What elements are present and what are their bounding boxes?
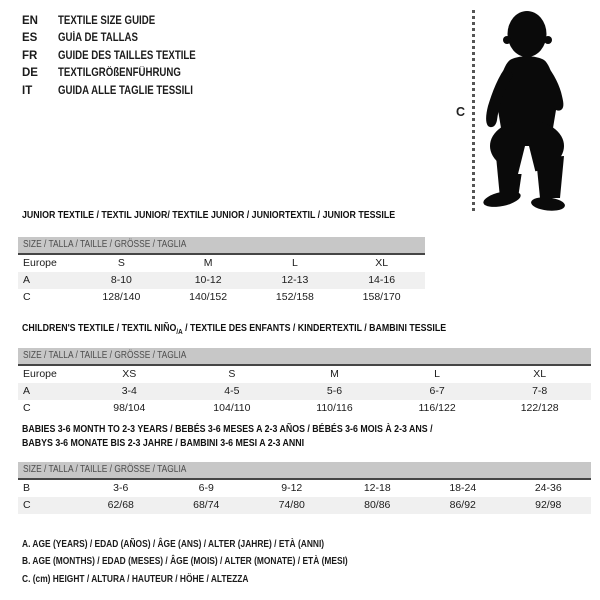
table-row-c	[18, 289, 425, 306]
table-row-a	[18, 383, 591, 400]
size-header-bar: SIZE / TALLA / TAILLE / GRÖSSE / TAGLIA	[18, 237, 425, 253]
value-cell: 24-36	[534, 482, 562, 494]
col-header-cell: L	[291, 257, 298, 269]
table-row-c	[18, 400, 591, 417]
lang-row-es	[22, 30, 222, 47]
lang-row-de	[22, 65, 222, 82]
babies-size-table	[18, 462, 591, 514]
value-cell: 10-12	[194, 274, 222, 286]
row-label-cell: C	[23, 499, 31, 511]
value-cell: 12-13	[281, 274, 309, 286]
lang-label: TEXTILGRÖßENFÜHRUNG	[58, 67, 181, 80]
value-cell: 7-8	[532, 385, 548, 397]
value-cell: 62/68	[107, 499, 134, 511]
col-header-cell: M	[203, 257, 213, 269]
lang-label: GUÍA DE TALLAS	[58, 32, 138, 45]
column-header-row	[18, 255, 425, 272]
language-title-block	[22, 13, 222, 100]
value-cell: 110/116	[316, 402, 353, 414]
lang-code: ES	[22, 32, 38, 45]
lang-label: TEXTILE SIZE GUIDE	[58, 15, 156, 27]
lang-row-it	[22, 83, 222, 100]
value-cell: 86/92	[449, 499, 476, 511]
lang-code: EN	[22, 15, 38, 27]
height-dotted-line	[472, 10, 475, 211]
value-cell: 158/170	[362, 291, 401, 303]
row-label-cell: B	[23, 482, 31, 494]
lang-label: GUIDE DES TAILLES TEXTILE	[58, 49, 196, 62]
column-header-row	[18, 366, 591, 383]
table-row-a	[18, 272, 425, 289]
row-label-cell: Europe	[23, 368, 57, 380]
value-cell: 140/152	[189, 291, 228, 303]
table-row-b	[18, 480, 591, 497]
value-cell: 122/128	[520, 402, 559, 414]
value-cell: 14-16	[368, 274, 396, 286]
children-size-table	[18, 348, 591, 417]
title-subscript: /A	[176, 327, 183, 337]
value-cell: 116/122	[418, 402, 456, 414]
value-cell: 80/86	[364, 499, 391, 511]
value-cell: 5-6	[326, 385, 343, 397]
value-cell: 9-12	[281, 482, 303, 494]
value-cell: 18-24	[449, 482, 477, 494]
value-cell: 3-4	[121, 385, 137, 397]
row-label-cell: A	[23, 274, 31, 286]
value-cell: 6-9	[198, 482, 214, 494]
babies-table-title: BABIES 3-6 MONTH TO 2-3 YEARS / BEBÉS 3-6 MESES A 2-3 AÑOS / BÉBÉS 3-6 MOIS À 2-3 ANS / BABYS 3-6 MONATE BIS 2-3 JAHRE / BAMBINI 3-6 MESI A 2-3 ANNI	[22, 423, 433, 449]
legend-line-c: C. (cm) HEIGHT / ALTURA / HAUTEUR / HÖHE / ALTEZZA	[22, 572, 249, 585]
value-cell: 74/80	[278, 499, 305, 511]
junior-size-table	[18, 237, 425, 306]
height-marker-label: C	[456, 105, 466, 119]
col-header-cell: XS	[122, 368, 137, 380]
junior-table-title: JUNIOR TEXTILE / TEXTIL JUNIOR/ TEXTILE JUNIOR / JUNIORTEXTIL / JUNIOR TESSILE	[22, 209, 396, 221]
legend-line-b: B. AGE (MONTHS) / EDAD (MESES) / ÂGE (MOIS) / ALTER (MONATE) / ETÀ (MESI)	[22, 555, 348, 568]
value-cell: 3-6	[113, 482, 129, 494]
row-label-cell: A	[23, 385, 31, 397]
value-cell: 98/104	[113, 402, 146, 414]
lang-code: FR	[22, 49, 38, 62]
col-header-cell: M	[330, 368, 339, 380]
lang-row-en	[22, 13, 222, 30]
legend-line-a: A. AGE (YEARS) / EDAD (AÑOS) / ÂGE (ANS) / ALTER (JAHRE) / ETÀ (ANNI)	[22, 538, 325, 550]
value-cell: 104/110	[213, 402, 251, 414]
value-cell: 4-5	[224, 385, 240, 397]
col-header-cell: S	[228, 368, 236, 380]
children-table-title: CHILDREN'S TEXTILE / TEXTIL $NIÑO_{/A}$ / TEXTILE DES ENFANTS / KINDERTEXTIL / BAMBINI TESSILE	[22, 322, 447, 337]
size-header-bar: SIZE / TALLA / TAILLE / GRÖSSE / TAGLIA	[18, 348, 591, 364]
lang-row-fr	[22, 48, 222, 65]
size-header-bar: SIZE / TALLA / TAILLE / GRÖSSE / TAGLIA	[18, 462, 591, 478]
table-row-c	[18, 497, 591, 514]
baby-silhouette-image	[480, 8, 572, 212]
value-cell: 12-18	[363, 482, 391, 494]
value-cell: 68/74	[193, 499, 220, 511]
col-header-cell: XL	[533, 368, 547, 380]
lang-code: IT	[22, 84, 33, 97]
lang-label: GUIDA ALLE TAGLIE TESSILI	[58, 84, 193, 97]
value-cell: 6-7	[429, 385, 445, 397]
value-cell: 128/140	[102, 291, 141, 303]
value-cell: 8-10	[110, 274, 132, 286]
legend-block	[22, 536, 429, 588]
row-label-cell: C	[23, 291, 31, 303]
col-header-cell: S	[117, 257, 125, 269]
row-label-cell: C	[23, 402, 31, 414]
value-cell: 92/98	[535, 499, 562, 511]
lang-code: DE	[22, 67, 38, 80]
row-label-cell: Europe	[23, 257, 57, 269]
value-cell: 152/158	[275, 291, 314, 303]
col-header-cell: L	[434, 368, 440, 380]
col-header-cell: XL	[375, 257, 389, 269]
